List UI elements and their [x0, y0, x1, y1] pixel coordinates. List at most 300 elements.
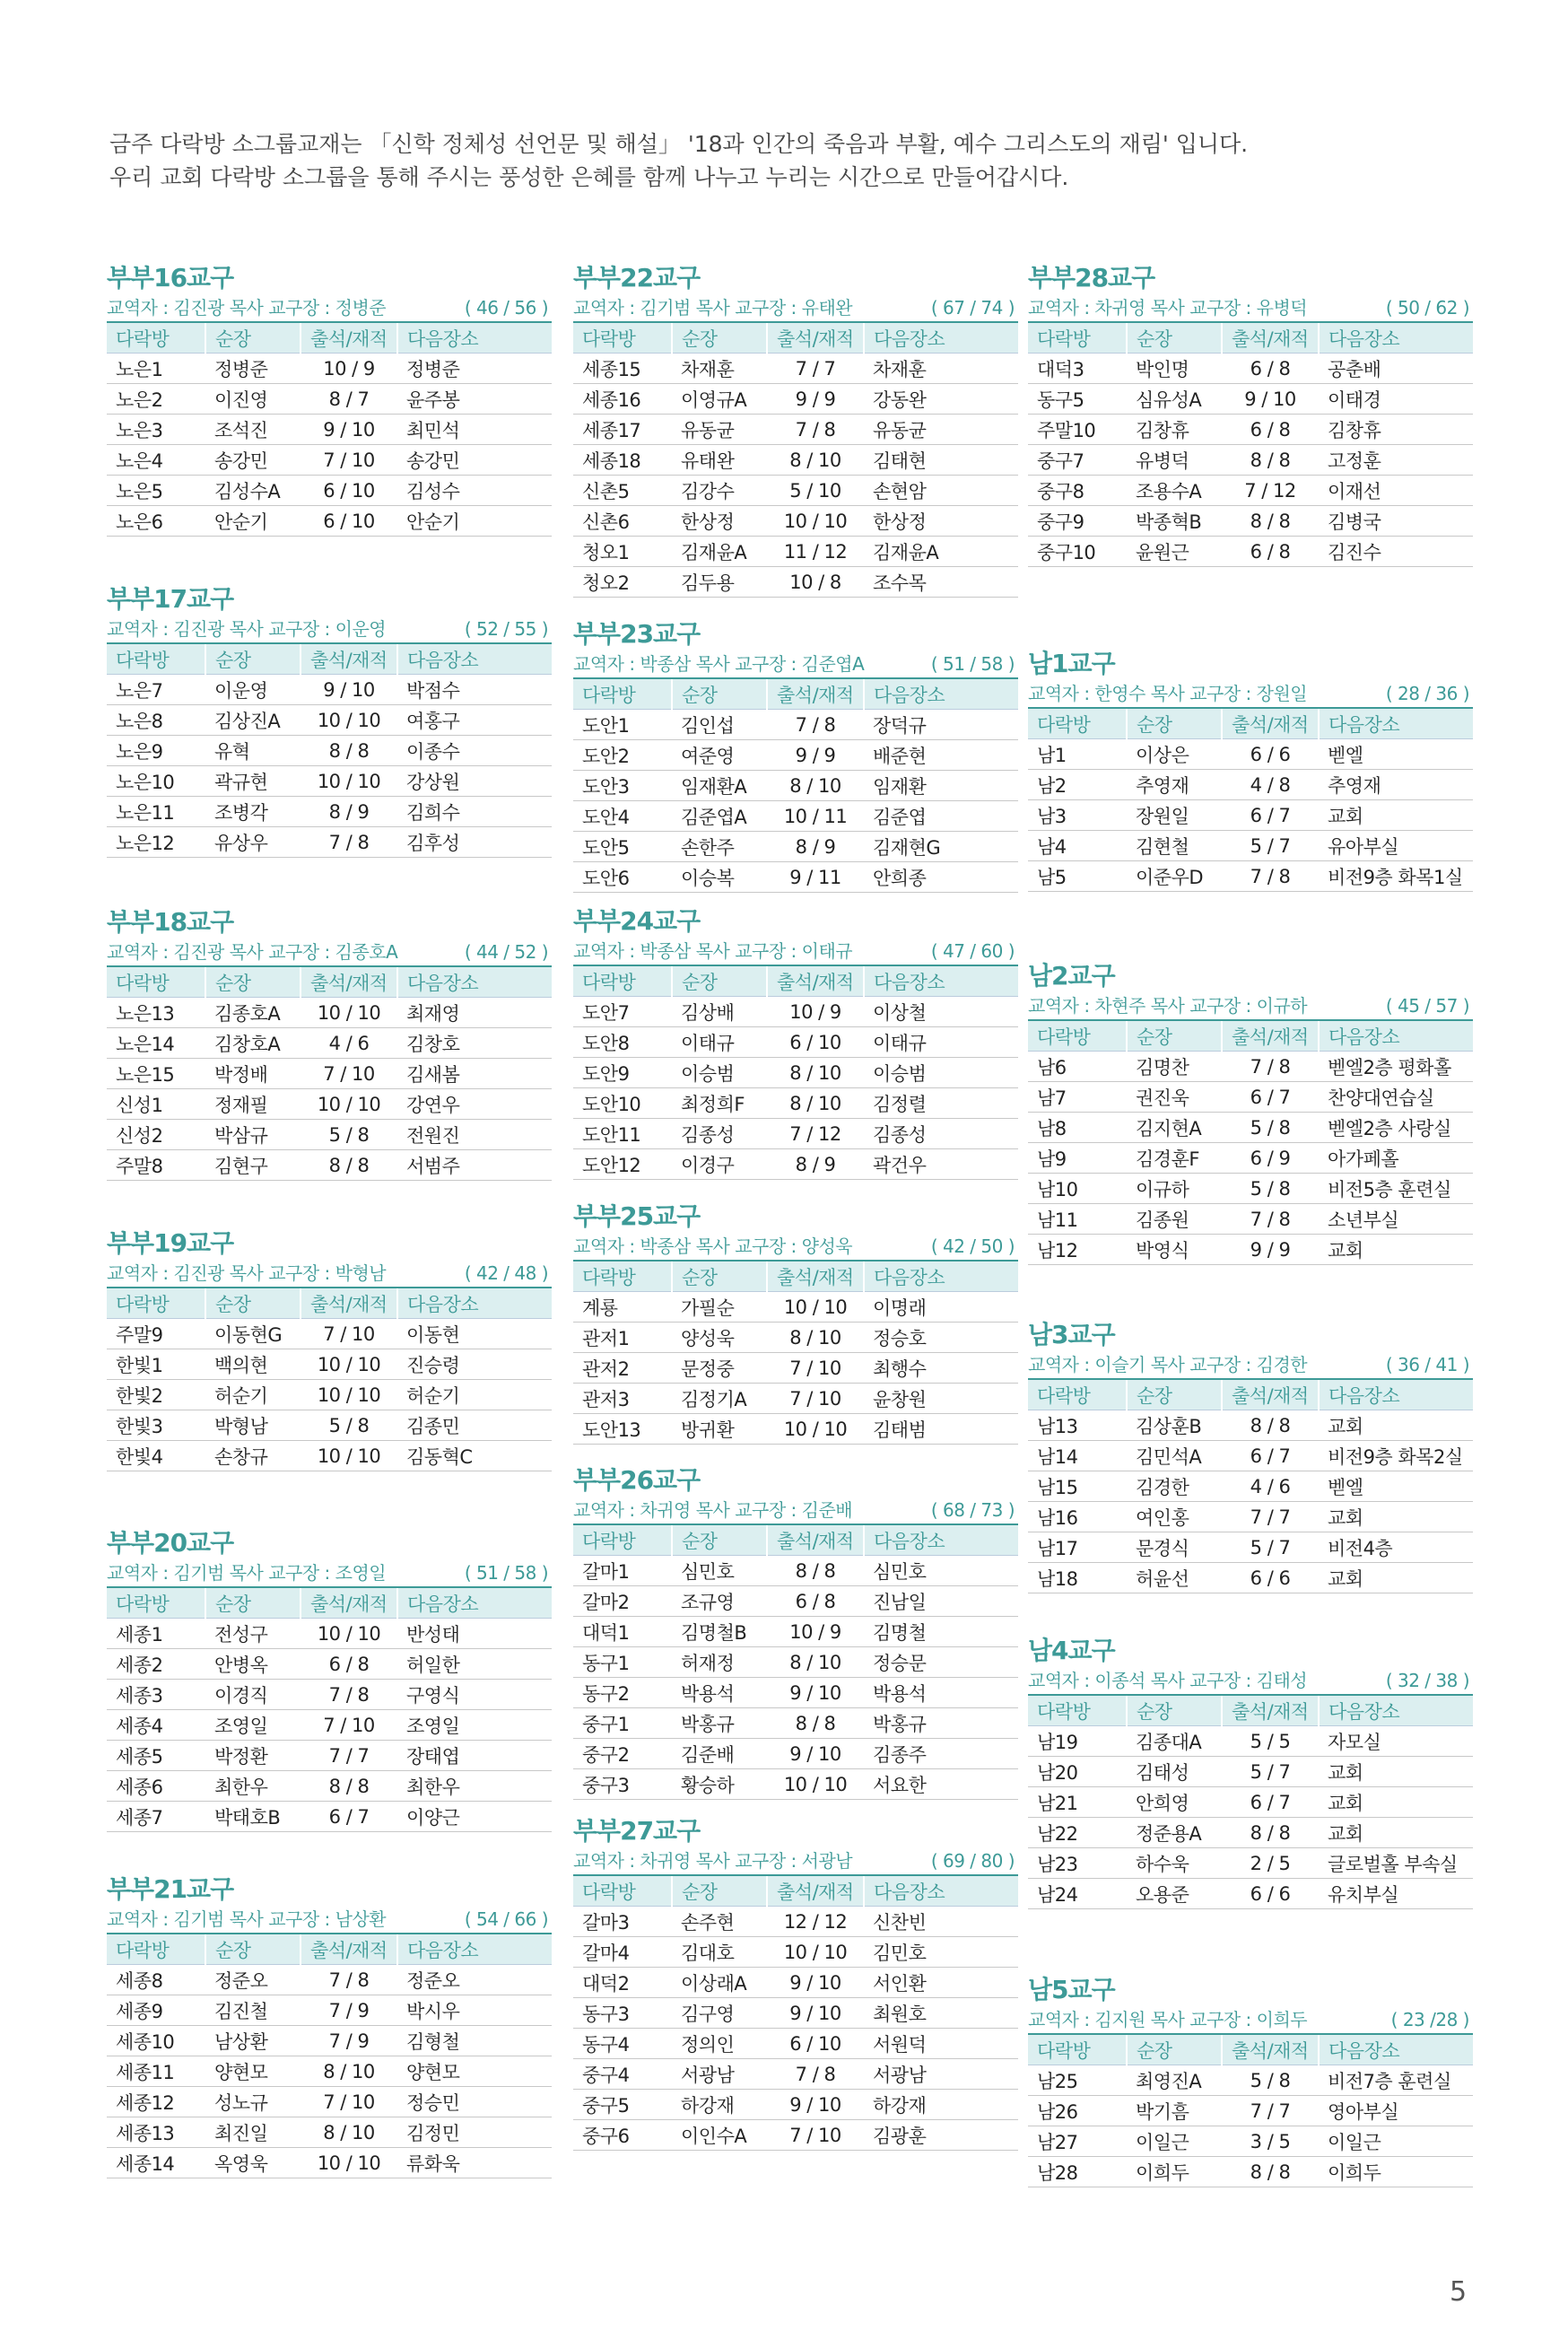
group-table — [573, 1876, 1018, 2151]
cell-next-place: 최원호 — [864, 1998, 1018, 2029]
cell-leader: 가필순 — [672, 1292, 767, 1323]
cell-attendance: 9 / 9 — [1222, 1235, 1319, 1265]
cell-group-name: 남8 — [1028, 1113, 1127, 1143]
cell-group-name: 도안4 — [573, 801, 672, 832]
cell-leader: 허재정 — [672, 1647, 767, 1678]
cell-attendance: 9 / 10 — [767, 2090, 864, 2120]
group-subtitle — [1028, 1667, 1473, 1696]
cell-attendance: 8 / 10 — [767, 1058, 864, 1088]
cell-leader: 하강재 — [672, 2090, 767, 2120]
cell-next-place: 비전9층 화목1실 — [1319, 861, 1473, 892]
cell-next-place: 영아부실 — [1319, 2096, 1473, 2126]
group-5 — [107, 1873, 552, 2178]
cell-group-name: 도안2 — [573, 740, 672, 771]
cell-group-name: 도안13 — [573, 1414, 672, 1445]
cell-attendance: 10 / 10 — [767, 1292, 864, 1323]
column-header: 다락방 — [573, 1262, 672, 1292]
table-row — [107, 1380, 552, 1410]
cell-group-name: 세종13 — [107, 2117, 205, 2148]
column-header: 다락방 — [573, 679, 672, 710]
group-title: 부부26교구 — [573, 1465, 701, 1495]
table-row — [107, 1771, 552, 1802]
cell-group-name: 남7 — [1028, 1082, 1127, 1113]
cell-next-place: 정승호 — [864, 1323, 1018, 1353]
group-attendance-ratio: ( 36 / 41 ) — [1385, 1354, 1469, 1375]
group-9 — [573, 1200, 1018, 1445]
cell-group-name: 남22 — [1028, 1818, 1127, 1848]
cell-leader: 황승하 — [672, 1769, 767, 1800]
cell-group-name: 신촌6 — [573, 506, 672, 537]
table-row — [573, 1353, 1018, 1384]
table-row — [1028, 1143, 1473, 1174]
cell-leader: 김강수 — [672, 476, 767, 506]
column-header: 다음장소 — [1319, 1380, 1473, 1410]
cell-leader: 김상훈B — [1127, 1410, 1222, 1441]
group-leaders: 교역자 : 박종삼 목사 교구장 : 양성욱 — [573, 1235, 853, 1257]
table-header-row — [1028, 1696, 1473, 1726]
column-header: 다락방 — [107, 323, 205, 354]
cell-next-place: 고정훈 — [1319, 445, 1473, 476]
group-table — [1028, 1696, 1473, 1909]
cell-leader: 조영일 — [205, 1710, 301, 1741]
cell-leader: 안희영 — [1127, 1787, 1222, 1818]
table-row — [107, 1089, 552, 1120]
group-title: 부부23교구 — [573, 619, 701, 649]
column-header: 순장 — [205, 644, 301, 675]
column-header: 순장 — [1127, 323, 1222, 354]
group-leaders: 교역자 : 김진광 목사 교구장 : 정병준 — [107, 297, 387, 319]
cell-leader: 안병옥 — [205, 1649, 301, 1680]
cell-attendance: 10 / 9 — [767, 997, 864, 1027]
cell-group-name: 도안5 — [573, 832, 672, 862]
cell-leader: 김명찬 — [1127, 1052, 1222, 1082]
cell-group-name: 노은9 — [107, 736, 205, 766]
group-1 — [107, 583, 552, 858]
table-row — [1028, 354, 1473, 384]
table-row — [573, 537, 1018, 567]
table-row — [573, 476, 1018, 506]
table-header-row — [107, 323, 552, 354]
cell-group-name: 남18 — [1028, 1563, 1127, 1593]
column-header: 출석/재적 — [301, 323, 397, 354]
cell-next-place: 최행수 — [864, 1353, 1018, 1384]
cell-next-place: 교회 — [1319, 1757, 1473, 1787]
cell-next-place: 손현암 — [864, 476, 1018, 506]
table-header-row — [573, 1262, 1018, 1292]
cell-attendance: 9 / 10 — [301, 415, 397, 445]
cell-attendance: 7 / 10 — [301, 2087, 397, 2117]
cell-leader: 백의현 — [205, 1349, 301, 1380]
cell-leader: 정준용A — [1127, 1818, 1222, 1848]
cell-group-name: 갈마1 — [573, 1556, 672, 1586]
column-header: 다음장소 — [397, 1288, 552, 1319]
cell-attendance: 6 / 8 — [1222, 354, 1319, 384]
group-attendance-ratio: ( 23 /28 ) — [1390, 2009, 1469, 2030]
cell-next-place: 이종수 — [397, 736, 552, 766]
cell-group-name: 세종16 — [573, 384, 672, 415]
cell-attendance: 6 / 7 — [1222, 1082, 1319, 1113]
cell-leader: 한상정 — [672, 506, 767, 537]
column-header: 다락방 — [1028, 709, 1127, 739]
cell-group-name: 동구1 — [573, 1647, 672, 1678]
table-row — [573, 1119, 1018, 1149]
cell-attendance: 7 / 9 — [301, 1995, 397, 2026]
table-row — [573, 506, 1018, 537]
cell-leader: 전성구 — [205, 1619, 301, 1649]
table-row — [573, 1968, 1018, 1998]
column-header: 다음장소 — [864, 1876, 1018, 1907]
group-leaders: 교역자 : 차현주 목사 교구장 : 이규하 — [1028, 995, 1308, 1017]
group-leaders: 교역자 : 김기범 목사 교구장 : 조영일 — [107, 1562, 387, 1584]
table-header-row — [573, 1525, 1018, 1556]
cell-group-name: 남5 — [1028, 861, 1127, 892]
group-2 — [107, 906, 552, 1181]
cell-attendance: 7 / 7 — [1222, 1502, 1319, 1532]
table-header-row — [107, 967, 552, 998]
group-attendance-ratio: ( 44 / 52 ) — [464, 941, 548, 963]
cell-attendance: 10 / 10 — [301, 766, 397, 797]
cell-group-name: 세종9 — [107, 1995, 205, 2026]
table-row — [573, 2120, 1018, 2151]
cell-next-place: 최한우 — [397, 1771, 552, 1802]
group-attendance-ratio: ( 50 / 62 ) — [1385, 297, 1469, 319]
cell-group-name: 신성2 — [107, 1120, 205, 1150]
group-13 — [1028, 648, 1473, 892]
group-table — [107, 1588, 552, 1832]
cell-attendance: 8 / 10 — [767, 1088, 864, 1119]
cell-group-name: 중구9 — [1028, 506, 1127, 537]
cell-next-place: 김민호 — [864, 1937, 1018, 1968]
group-10 — [573, 1464, 1018, 1800]
cell-group-name: 도안8 — [573, 1027, 672, 1058]
table-row — [107, 1965, 552, 1995]
table-row — [573, 1708, 1018, 1739]
group-attendance-ratio: ( 32 / 38 ) — [1385, 1670, 1469, 1691]
table-row — [107, 506, 552, 537]
cell-group-name: 남25 — [1028, 2065, 1127, 2096]
cell-leader: 정재필 — [205, 1089, 301, 1120]
group-table — [107, 323, 552, 537]
cell-group-name: 신성1 — [107, 1089, 205, 1120]
group-title: 남3교구 — [1028, 1320, 1115, 1349]
cell-next-place: 김병국 — [1319, 506, 1473, 537]
group-table — [107, 644, 552, 858]
cell-group-name: 세종2 — [107, 1649, 205, 1680]
column-header: 순장 — [672, 1876, 767, 1907]
table-row — [573, 1414, 1018, 1445]
cell-leader: 박삼규 — [205, 1120, 301, 1150]
cell-group-name: 남14 — [1028, 1441, 1127, 1471]
cell-next-place: 자모실 — [1319, 1726, 1473, 1757]
table-row — [107, 827, 552, 858]
cell-group-name: 주말10 — [1028, 415, 1127, 445]
group-7 — [573, 618, 1018, 893]
cell-next-place: 벧엘 — [1319, 739, 1473, 770]
column-header: 출석/재적 — [767, 679, 864, 710]
table-header-row — [1028, 1380, 1473, 1410]
cell-leader: 이운영 — [205, 675, 301, 705]
table-header-row — [107, 1934, 552, 1965]
cell-next-place: 김종민 — [397, 1410, 552, 1441]
cell-leader: 남상환 — [205, 2026, 301, 2056]
cell-group-name: 남26 — [1028, 2096, 1127, 2126]
cell-group-name: 남17 — [1028, 1532, 1127, 1563]
cell-group-name: 세종4 — [107, 1710, 205, 1741]
cell-next-place: 조수목 — [864, 567, 1018, 598]
cell-group-name: 도안7 — [573, 997, 672, 1027]
cell-attendance: 7 / 8 — [767, 415, 864, 445]
column-header: 출석/재적 — [1222, 323, 1319, 354]
group-leaders: 교역자 : 박종삼 목사 교구장 : 김준엽A — [573, 653, 865, 675]
table-row — [1028, 506, 1473, 537]
cell-next-place: 박점수 — [397, 675, 552, 705]
cell-group-name: 노은1 — [107, 354, 205, 384]
cell-attendance: 6 / 7 — [1222, 1441, 1319, 1471]
cell-attendance: 8 / 10 — [301, 2056, 397, 2087]
column-header: 순장 — [205, 1588, 301, 1619]
cell-group-name: 한빛2 — [107, 1380, 205, 1410]
group-subtitle — [573, 650, 1018, 679]
cell-group-name: 남28 — [1028, 2157, 1127, 2187]
table-header-row — [1028, 709, 1473, 739]
cell-leader: 최한우 — [205, 1771, 301, 1802]
cell-next-place: 공춘배 — [1319, 354, 1473, 384]
cell-group-name: 중구3 — [573, 1769, 672, 1800]
group-attendance-ratio: ( 47 / 60 ) — [930, 940, 1015, 962]
table-row — [1028, 1726, 1473, 1757]
cell-leader: 박형남 — [205, 1410, 301, 1441]
cell-group-name: 중구6 — [573, 2120, 672, 2151]
table-row — [573, 997, 1018, 1027]
group-table — [107, 967, 552, 1181]
cell-next-place: 김정렬 — [864, 1088, 1018, 1119]
table-row — [573, 1907, 1018, 1937]
column-header: 다음장소 — [1319, 2035, 1473, 2065]
cell-attendance: 6 / 10 — [301, 506, 397, 537]
cell-group-name: 중구2 — [573, 1739, 672, 1769]
table-row — [573, 1384, 1018, 1414]
cell-leader: 정병준 — [205, 354, 301, 384]
group-4 — [107, 1527, 552, 1832]
cell-attendance: 8 / 9 — [767, 832, 864, 862]
column-header: 다락방 — [573, 966, 672, 997]
cell-group-name: 세종15 — [573, 354, 672, 384]
cell-attendance: 6 / 7 — [1222, 1787, 1319, 1818]
cell-attendance: 6 / 7 — [301, 1802, 397, 1832]
table-row — [1028, 739, 1473, 770]
group-subtitle — [1028, 680, 1473, 709]
table-row — [107, 384, 552, 415]
cell-leader: 김준엽A — [672, 801, 767, 832]
cell-leader: 김경한 — [1127, 1471, 1222, 1502]
group-attendance-ratio: ( 45 / 57 ) — [1385, 995, 1469, 1017]
cell-next-place: 김성수 — [397, 476, 552, 506]
group-table — [1028, 709, 1473, 892]
table-row — [573, 1998, 1018, 2029]
cell-leader: 김종성 — [672, 1119, 767, 1149]
cell-attendance: 10 / 10 — [767, 1414, 864, 1445]
cell-next-place: 박시우 — [397, 1995, 552, 2026]
cell-next-place: 서원덕 — [864, 2029, 1018, 2059]
cell-leader: 조병각 — [205, 797, 301, 827]
cell-group-name: 동구2 — [573, 1678, 672, 1708]
cell-group-name: 중구7 — [1028, 445, 1127, 476]
cell-leader: 이상은 — [1127, 739, 1222, 770]
table-row — [573, 415, 1018, 445]
cell-leader: 장원일 — [1127, 800, 1222, 831]
table-row — [1028, 1113, 1473, 1143]
cell-attendance: 7 / 10 — [767, 1353, 864, 1384]
group-subtitle — [107, 294, 552, 323]
cell-next-place: 심민호 — [864, 1556, 1018, 1586]
cell-attendance: 4 / 8 — [1222, 770, 1319, 800]
table-row — [107, 1802, 552, 1832]
cell-leader: 이태규 — [672, 1027, 767, 1058]
table-row — [107, 1680, 552, 1710]
cell-leader: 방귀환 — [672, 1414, 767, 1445]
group-17 — [1028, 1974, 1473, 2187]
cell-next-place: 비전9층 화목2실 — [1319, 1441, 1473, 1471]
cell-group-name: 노은10 — [107, 766, 205, 797]
cell-group-name: 노은14 — [107, 1028, 205, 1059]
column-header: 출석/재적 — [767, 1876, 864, 1907]
table-row — [573, 740, 1018, 771]
cell-next-place: 김희수 — [397, 797, 552, 827]
table-row — [1028, 1082, 1473, 1113]
cell-group-name: 갈마2 — [573, 1586, 672, 1617]
cell-next-place: 김태범 — [864, 1414, 1018, 1445]
column-header: 순장 — [1127, 1696, 1222, 1726]
column-header: 출석/재적 — [301, 1934, 397, 1965]
group-leaders: 교역자 : 한영수 목사 교구장 : 장원일 — [1028, 683, 1308, 704]
column-header: 순장 — [1127, 709, 1222, 739]
cell-next-place: 서광남 — [864, 2059, 1018, 2090]
cell-next-place: 교회 — [1319, 1818, 1473, 1848]
column-header: 다음장소 — [397, 1934, 552, 1965]
column-header: 다음장소 — [864, 966, 1018, 997]
table-row — [1028, 1052, 1473, 1082]
cell-leader: 송강민 — [205, 445, 301, 476]
cell-next-place: 김광훈 — [864, 2120, 1018, 2151]
table-row — [107, 354, 552, 384]
cell-attendance: 8 / 7 — [301, 384, 397, 415]
column-header: 순장 — [205, 967, 301, 998]
cell-next-place: 김준엽 — [864, 801, 1018, 832]
table-row — [573, 1556, 1018, 1586]
cell-leader: 이경직 — [205, 1680, 301, 1710]
cell-group-name: 갈마4 — [573, 1937, 672, 1968]
group-title: 부부19교구 — [107, 1228, 234, 1258]
cell-next-place: 김종주 — [864, 1739, 1018, 1769]
cell-next-place: 유동균 — [864, 415, 1018, 445]
cell-leader: 문경식 — [1127, 1532, 1222, 1563]
cell-attendance: 7 / 7 — [1222, 2096, 1319, 2126]
cell-next-place: 허순기 — [397, 1380, 552, 1410]
cell-next-place: 김진수 — [1319, 537, 1473, 567]
cell-attendance: 10 / 10 — [767, 1937, 864, 1968]
table-row — [1028, 1563, 1473, 1593]
group-title: 부부22교구 — [573, 263, 701, 292]
column-header: 순장 — [672, 1262, 767, 1292]
cell-group-name: 남1 — [1028, 739, 1127, 770]
cell-leader: 유혁 — [205, 736, 301, 766]
table-header-row — [1028, 323, 1473, 354]
table-row — [1028, 1441, 1473, 1471]
cell-attendance: 9 / 9 — [767, 384, 864, 415]
table-row — [1028, 2157, 1473, 2187]
cell-attendance: 8 / 10 — [301, 2117, 397, 2148]
cell-attendance: 7 / 10 — [301, 1319, 397, 1349]
cell-leader: 여인홍 — [1127, 1502, 1222, 1532]
cell-leader: 김정기A — [672, 1384, 767, 1414]
table-row — [573, 384, 1018, 415]
cell-next-place: 윤창원 — [864, 1384, 1018, 1414]
cell-attendance: 11 / 12 — [767, 537, 864, 567]
group-leaders: 교역자 : 차귀영 목사 교구장 : 김준배 — [573, 1499, 853, 1521]
cell-leader: 박기흠 — [1127, 2096, 1222, 2126]
group-attendance-ratio: ( 52 / 55 ) — [464, 618, 548, 640]
group-table — [1028, 323, 1473, 567]
group-title: 부부24교구 — [573, 906, 701, 936]
cell-leader: 안순기 — [205, 506, 301, 537]
cell-next-place: 서인환 — [864, 1968, 1018, 1998]
table-row — [573, 1292, 1018, 1323]
cell-group-name: 남15 — [1028, 1471, 1127, 1502]
table-row — [107, 797, 552, 827]
cell-attendance: 5 / 8 — [301, 1410, 397, 1441]
table-header-row — [107, 1288, 552, 1319]
cell-next-place: 조영일 — [397, 1710, 552, 1741]
cell-attendance: 10 / 11 — [767, 801, 864, 832]
group-12 — [1028, 262, 1473, 567]
cell-group-name: 도안12 — [573, 1149, 672, 1180]
table-row — [1028, 861, 1473, 892]
cell-group-name: 노은15 — [107, 1059, 205, 1089]
cell-leader: 박정환 — [205, 1741, 301, 1771]
table-header-row — [107, 1588, 552, 1619]
table-row — [107, 1349, 552, 1380]
column-header: 순장 — [205, 1288, 301, 1319]
group-attendance-ratio: ( 51 / 58 ) — [464, 1562, 548, 1584]
table-row — [1028, 1879, 1473, 1909]
cell-attendance: 7 / 9 — [301, 2026, 397, 2056]
cell-next-place: 김종성 — [864, 1119, 1018, 1149]
column-header: 출석/재적 — [1222, 709, 1319, 739]
group-title: 부부17교구 — [107, 584, 234, 614]
cell-next-place: 추영재 — [1319, 770, 1473, 800]
column-header: 다락방 — [107, 1288, 205, 1319]
cell-leader: 이인수A — [672, 2120, 767, 2151]
cell-group-name: 관저2 — [573, 1353, 672, 1384]
cell-leader: 박태호B — [205, 1802, 301, 1832]
cell-group-name: 세종17 — [573, 415, 672, 445]
table-row — [573, 567, 1018, 598]
group-leaders: 교역자 : 김진광 목사 교구장 : 박형남 — [107, 1262, 387, 1284]
cell-next-place: 임재환 — [864, 771, 1018, 801]
table-row — [1028, 1204, 1473, 1235]
table-header-row — [573, 323, 1018, 354]
table-row — [1028, 2126, 1473, 2157]
cell-group-name: 남2 — [1028, 770, 1127, 800]
group-attendance-ratio: ( 42 / 48 ) — [464, 1262, 548, 1284]
cell-leader: 유태완 — [672, 445, 767, 476]
cell-group-name: 한빛1 — [107, 1349, 205, 1380]
group-table — [573, 1525, 1018, 1800]
group-leaders: 교역자 : 박종삼 목사 교구장 : 이태규 — [573, 940, 853, 962]
group-14 — [1028, 960, 1473, 1265]
cell-group-name: 신촌5 — [573, 476, 672, 506]
cell-leader: 이영규A — [672, 384, 767, 415]
